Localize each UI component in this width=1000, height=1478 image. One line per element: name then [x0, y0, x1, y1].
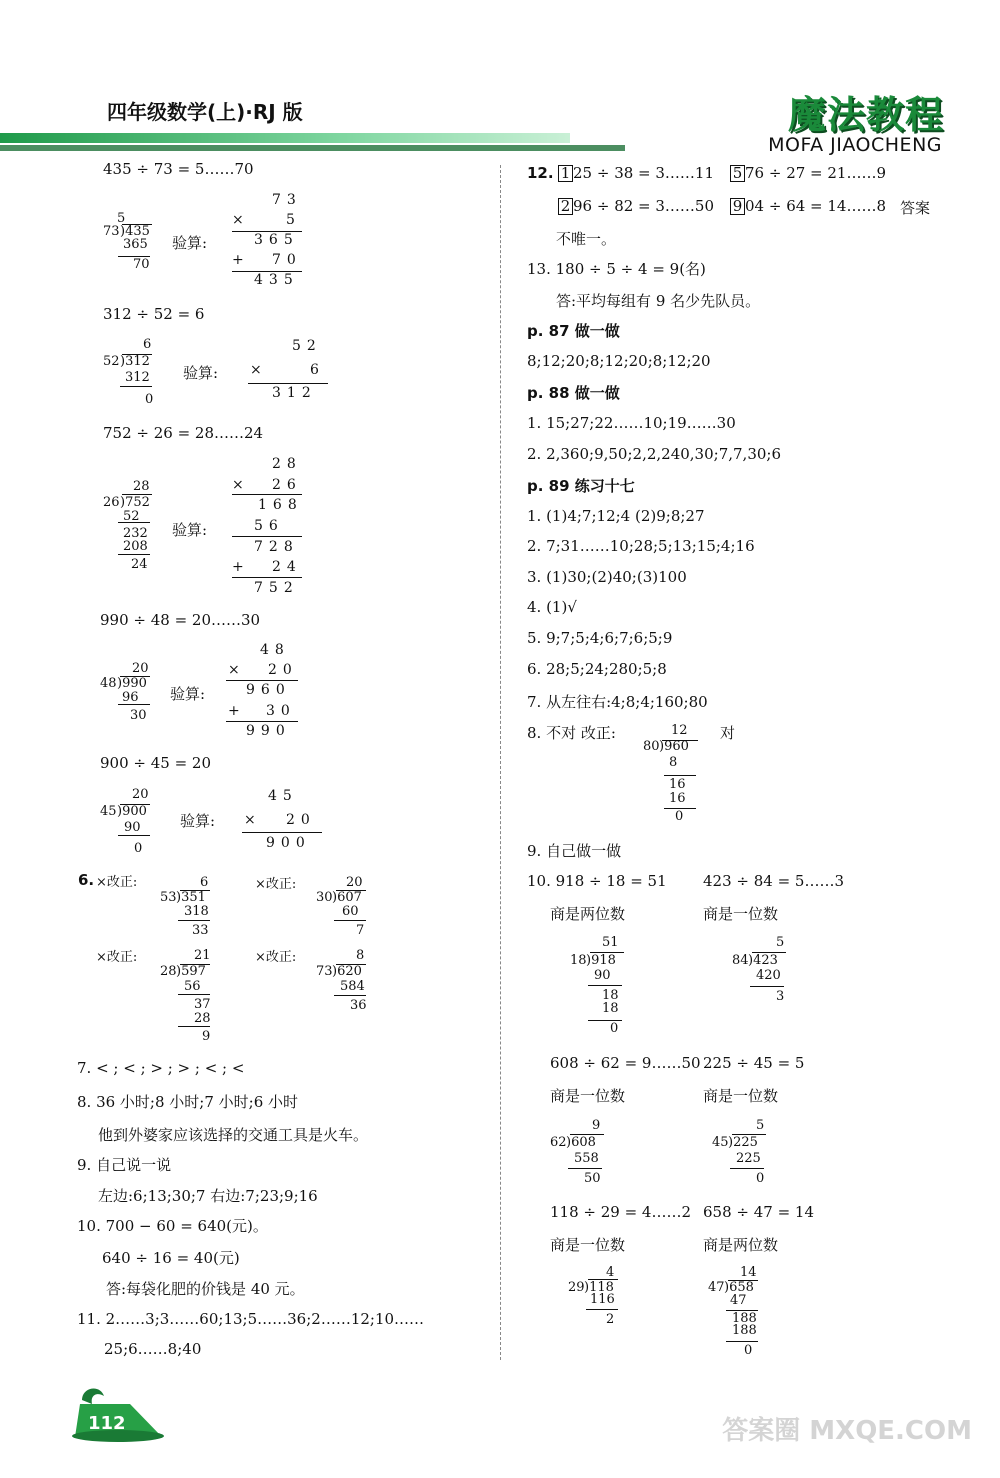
q10-note-5: 商是一位数 [550, 1236, 626, 1254]
check-label: 验算: [172, 521, 208, 539]
long-division-4: 20 48 )990 96 30 [100, 661, 149, 723]
question-11-line1: 11. 2……3;3……60;13;5……36;2……12;10…… [77, 1310, 425, 1328]
q12-item-4: 9 04 ÷ 64 = 14……8 [730, 197, 886, 215]
verification-1: 73 × 5 365 + 70 435 [232, 192, 302, 288]
header-band [0, 133, 570, 143]
q12-note-2: 不唯一。 [556, 230, 617, 248]
question-8-line2: 他到外婆家应该选择的交通工具是火车。 [98, 1126, 369, 1144]
equation-4: 990 ÷ 48 = 20……30 [100, 611, 261, 629]
long-division-6d: 8 73 )620 584 36 [316, 948, 367, 1013]
q10-eq-2: 423 ÷ 84 = 5……3 [703, 872, 845, 890]
check-label: 验算: [170, 685, 206, 703]
long-division-1: 5 73 )435 365 70 [103, 211, 150, 272]
long-division-6a: 6 53 )351 318 33 [160, 875, 209, 938]
q12-note: 答案 [900, 199, 931, 217]
long-division-2: 6 52 )312 312 0 [103, 337, 154, 407]
section-p88: p. 88 做一做 [527, 384, 620, 402]
correction-label: ×改正: [96, 950, 138, 965]
long-division-6c: 21 28 )597 56 37 28 9 [160, 948, 211, 1044]
question-10-line2: 640 ÷ 16 = 40(元) [102, 1249, 240, 1267]
question-11-line2: 25;6……8;40 [104, 1340, 202, 1358]
q10-note-6: 商是两位数 [703, 1236, 779, 1254]
p88-answer-2: 2. 2,360;9,50;2,2,240,30;7,7,30;6 [527, 445, 781, 463]
q10-eq-4: 225 ÷ 45 = 5 [703, 1054, 805, 1072]
equation-3: 752 ÷ 26 = 28……24 [103, 424, 264, 442]
header-band-dark [0, 145, 625, 151]
q10-note-1: 商是两位数 [550, 905, 626, 923]
verification-5: 45 × 20 900 [244, 788, 316, 851]
question-13-answer: 答:平均每组有 9 名少先队员。 [556, 292, 761, 310]
verification-3: 28 × 26 168 56 728 + 24 752 [232, 456, 303, 596]
long-division-10a: 51 18 )918 90 18 18 0 [570, 935, 619, 1036]
p89-answer-6: 6. 28;5;24;280;5;8 [527, 660, 667, 678]
verification-2: 52 × 6 312 [250, 338, 325, 401]
check-label: 验算: [172, 234, 208, 252]
q10-eq-6: 658 ÷ 47 = 14 [703, 1203, 815, 1221]
check-label: 验算: [183, 364, 219, 382]
brand-logo-subtitle: MOFA JIAOCHENG [768, 134, 942, 156]
long-division-10c: 9 62 )608 558 50 [550, 1118, 601, 1186]
long-division-5: 20 45 )900 90 0 [100, 787, 149, 856]
long-division-10d: 5 45 )225 225 0 [712, 1118, 765, 1186]
p89-answer-8-note: 对 [720, 724, 736, 742]
watermark-logo: 答案圈 MXQE.COM [722, 1416, 972, 1446]
q10-note-3: 商是一位数 [550, 1087, 626, 1105]
question-13-line1: 13. 180 ÷ 5 ÷ 4 = 9(名) [527, 260, 706, 278]
blank-box: 2 [558, 198, 573, 215]
p89-answer-5: 5. 9;7;5;4;6;7;6;5;9 [527, 629, 673, 647]
check-label: 验算: [180, 812, 216, 830]
correction-label: ×改正: [255, 877, 297, 892]
p89-answer-2: 2. 7;31……10;28;5;13;15;4;16 [527, 537, 755, 555]
q10-note-2: 商是一位数 [703, 905, 779, 923]
question-7: 7. < ; < ; > ; > ; < ; < [77, 1059, 245, 1077]
q10-eq-5: 118 ÷ 29 = 4……2 [550, 1203, 692, 1221]
question-9-line1: 9. 自己说一说 [77, 1156, 172, 1174]
long-division-10e: 4 29 )118 116 2 [568, 1265, 615, 1327]
section-p87: p. 87 做一做 [527, 322, 620, 340]
p89-answer-8: 8. 不对 改正: [527, 724, 616, 742]
p89-answer-9: 9. 自己做一做 [527, 842, 622, 860]
long-division-3: 28 26 )752 52 232 208 24 [103, 479, 150, 572]
blank-box: 1 [558, 165, 573, 182]
header-title: 四年级数学(上)·RJ 版 [107, 100, 303, 124]
p89-answer-3: 3. (1)30;(2)40;(3)100 [527, 568, 687, 586]
section-p89: p. 89 练习十七 [527, 477, 635, 495]
question-10-answer: 答:每袋化肥的价钱是 40 元。 [106, 1280, 305, 1298]
p87-answer: 8;12;20;8;12;20;8;12;20 [527, 352, 711, 370]
brand-logo: 魔法教程 [787, 93, 944, 137]
p89-answer-4: 4. (1)√ [527, 598, 577, 616]
long-division-10b: 5 84 )423 420 3 [732, 935, 785, 1004]
q10-eq-1: 10. 918 ÷ 18 = 51 [527, 872, 667, 890]
question-8-line1: 8. 36 小时;8 小时;7 小时;6 小时 [77, 1093, 299, 1111]
long-division-8: 12 80 )960 8 16 16 0 [643, 723, 689, 824]
q12-item-1: 1 25 ÷ 38 = 3……11 [558, 164, 714, 182]
q12-item-2: 5 76 ÷ 27 = 21……9 [730, 164, 886, 182]
q12-item-3: 2 96 ÷ 82 = 3……50 [558, 197, 714, 215]
blank-box: 5 [730, 165, 745, 182]
long-division-10f: 14 47 )658 47 188 188 0 [708, 1265, 757, 1358]
equation-5: 900 ÷ 45 = 20 [100, 754, 212, 772]
p88-answer-1: 1. 15;27;22……10;19……30 [527, 414, 736, 432]
question-9-line2: 左边:6;13;30;7 右边:7;23;9;16 [98, 1187, 318, 1205]
question-12-number: 12. [527, 164, 554, 182]
question-10-line1: 10. 700 − 60 = 640(元)。 [77, 1217, 268, 1235]
equation-1: 435 ÷ 73 = 5……70 [103, 160, 254, 178]
correction-label: ×改正: [255, 950, 297, 965]
blank-box: 9 [730, 198, 745, 215]
p89-answer-1: 1. (1)4;7;12;4 (2)9;8;27 [527, 507, 705, 525]
q10-eq-3: 608 ÷ 62 = 9……50 [550, 1054, 701, 1072]
long-division-6b: 20 30 )607 60 7 [316, 875, 365, 938]
verification-4: 48 × 20 960 + 30 990 [228, 642, 298, 739]
column-divider [500, 165, 501, 1360]
correction-label: ×改正: [96, 875, 138, 890]
p89-answer-7: 7. 从左往右:4;8;4;160;80 [527, 693, 708, 711]
equation-2: 312 ÷ 52 = 6 [103, 305, 205, 323]
q10-note-4: 商是一位数 [703, 1087, 779, 1105]
question-6-number: 6. [78, 871, 95, 889]
page-number: 112 [88, 1413, 126, 1434]
